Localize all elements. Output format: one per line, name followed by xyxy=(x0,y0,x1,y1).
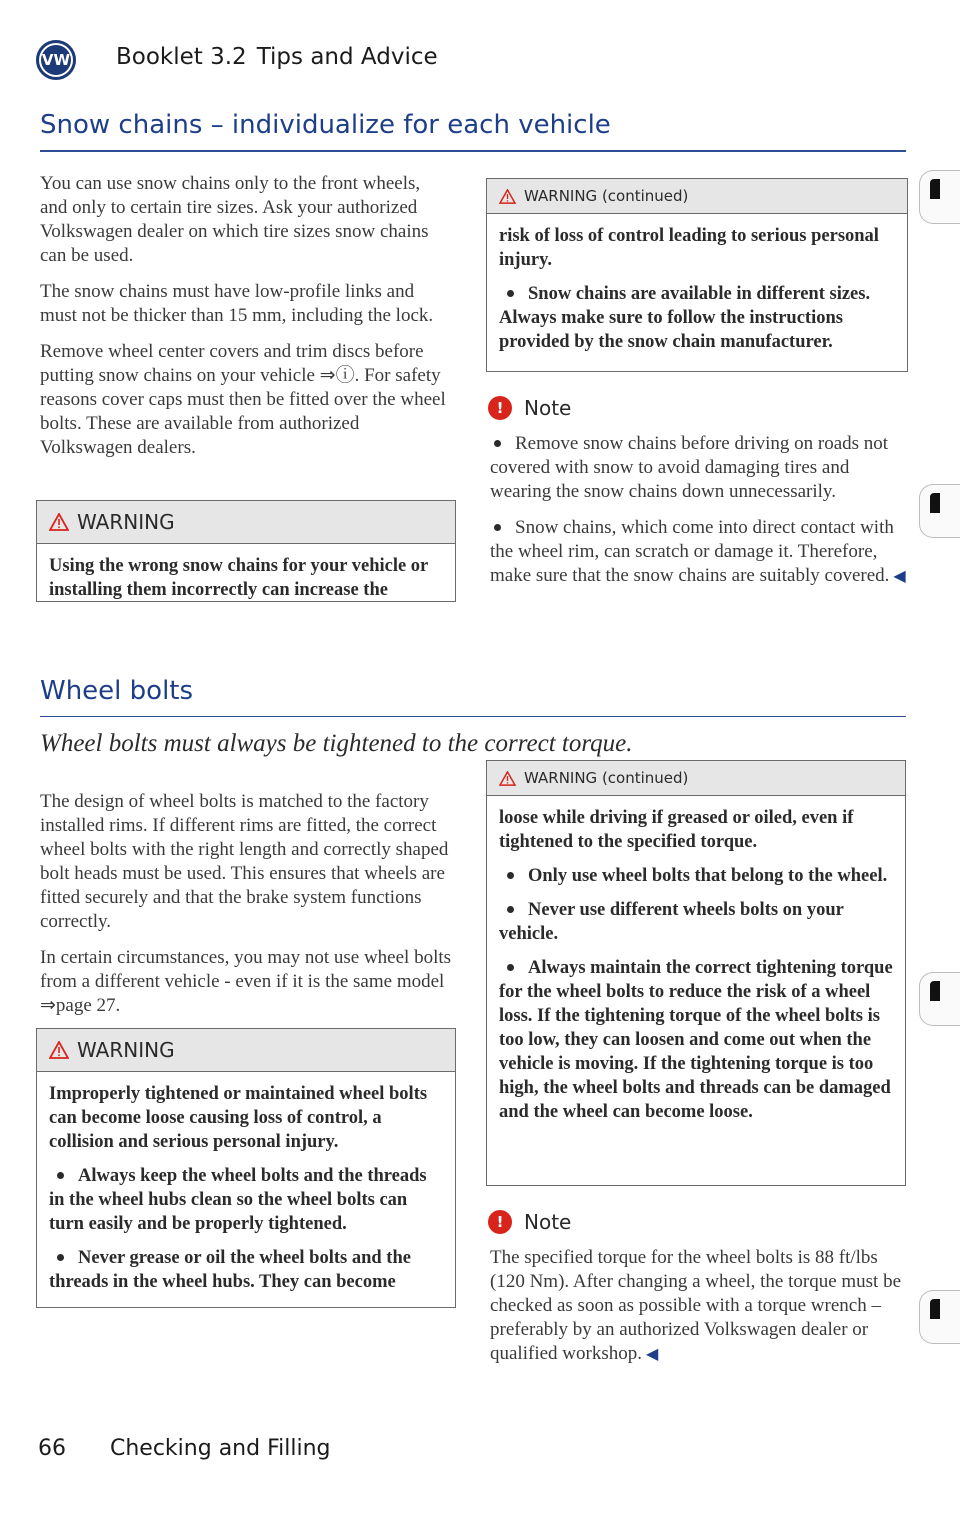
warning-header xyxy=(487,179,907,214)
vw-logo-icon: VW xyxy=(36,40,76,80)
wheel-bolts-title: Wheel bolts xyxy=(40,676,194,706)
section-rule xyxy=(40,716,906,717)
bullet-icon xyxy=(494,524,501,531)
bullet-icon xyxy=(507,872,514,879)
footer-section: Checking and Filling xyxy=(110,1436,331,1461)
margin-tab xyxy=(919,972,960,1026)
wheel-bolts-lead: Wheel bolts must always be tightened to the correct torque. xyxy=(40,730,633,757)
booklet-number: Booklet 3.2 xyxy=(116,44,247,70)
margin-tab xyxy=(919,1290,960,1344)
snow-note-header xyxy=(488,396,571,420)
warning-bullet xyxy=(49,1164,443,1236)
note-label: Note xyxy=(524,1210,572,1234)
warning-label: WARNING xyxy=(77,510,175,534)
warning-triangle-icon xyxy=(499,189,516,204)
snow-note-text xyxy=(490,432,906,601)
snow-warning-box xyxy=(36,500,456,602)
warning-bullet xyxy=(499,956,893,1124)
bullet-icon xyxy=(57,1172,64,1179)
warning-text: Improperly tightened or maintained wheel bolts can become loose causing loss of control, a collision and serious personal injury. xyxy=(49,1084,428,1152)
bullet-icon xyxy=(507,964,514,971)
booklet-header xyxy=(116,44,438,70)
warning-bullet-text: Never grease or oil the wheel bolts and the threads in the wheel hubs. They can become xyxy=(49,1248,411,1292)
warning-body xyxy=(487,796,905,1142)
bullet-icon xyxy=(507,290,514,297)
note-bullet-text: Remove snow chains before driving on roads not covered with snow to avoid damaging tires and wearing the snow chains down unnecessarily. xyxy=(490,433,889,502)
bullet-icon xyxy=(57,1254,64,1261)
bolts-warning-box xyxy=(36,1028,456,1308)
bolts-para-2: In certain circumstances, you may not use wheel bolts from a different vehicle - even if it is the same model ⇒page 27. xyxy=(40,947,452,1016)
snow-chains-title: Snow chains – individualize for each vehicle xyxy=(40,110,611,140)
chapter-title: Tips and Advice xyxy=(256,44,438,70)
page-number: 66 xyxy=(38,1436,66,1461)
warning-bullet-text: Only use wheel bolts that belong to the wheel. xyxy=(528,866,888,886)
warning-text: Using the wrong snow chains for your vehicle or installing them incorrectly can increase the xyxy=(49,556,428,600)
bolts-warning-continued-box xyxy=(486,760,906,1186)
section-rule xyxy=(40,150,906,152)
bolts-note-header xyxy=(488,1210,571,1234)
warning-triangle-icon xyxy=(499,771,516,786)
warning-bullet-text: Always keep the wheel bolts and the threads in the wheel hubs clean so the wheel bolts can turn easily and be properly tightened. xyxy=(49,1166,427,1234)
warning-bullet xyxy=(49,1246,443,1294)
info-icon: ! xyxy=(488,1210,512,1234)
snow-para-2: The snow chains must have low-profile links and must not be thicker than 15 mm, including the lock. xyxy=(40,281,434,326)
snow-chains-text xyxy=(40,172,452,472)
warning-label: WARNING xyxy=(77,1038,175,1062)
info-icon: ! xyxy=(488,396,512,420)
bullet-icon xyxy=(494,440,501,447)
warning-text: risk of loss of control leading to serious personal injury. xyxy=(499,226,879,270)
warning-bullet-text: Always maintain the correct tightening torque for the wheel bolts to reduce the risk of a wheel loss. If the tightening torque of the wheel bolts is too low, they can loosen and come out when the vehicle is moving. If the tightening torque is too high, the wheel bolts and threads can be damaged and the wheel can become loose. xyxy=(499,958,893,1122)
warning-body xyxy=(487,214,907,372)
note-bullet-text: Snow chains, which come into direct contact with the wheel rim, can scratch or damage it. Therefore, make sure that the snow chains are suitably covered. xyxy=(490,517,894,586)
warning-header xyxy=(37,1029,455,1072)
warning-header xyxy=(37,501,455,544)
wheel-bolts-text xyxy=(40,790,452,1030)
warning-triangle-icon xyxy=(49,513,69,531)
warning-bullet xyxy=(499,282,895,354)
warning-text: loose while driving if greased or oiled, even if tightened to the specified torque. xyxy=(499,808,854,852)
warning-bullet-text: Snow chains are available in different sizes. Always make sure to follow the instructions provided by the snow chain manufacturer. xyxy=(499,284,871,352)
margin-tab xyxy=(919,170,960,224)
margin-tab xyxy=(919,484,960,538)
warning-bullet xyxy=(499,898,893,946)
bolts-para-1: The design of wheel bolts is matched to the factory installed rims. If different rims are fitted, the correct wheel bolts with the right length and correctly shaped bolt heads must be used. This ensures that wheels are fitted securely and that the brake system functions correctly. xyxy=(40,791,449,932)
bullet-icon xyxy=(507,906,514,913)
warning-body xyxy=(37,544,455,620)
note-bullet xyxy=(490,432,906,504)
snow-para-1: You can use snow chains only to the front wheels, and only to certain tire sizes. Ask your authorized Volkswagen dealer on which tire sizes snow chains can be used. xyxy=(40,173,429,266)
note-paragraph-text: The specified torque for the wheel bolts is 88 ft/lbs (120 Nm). After changing a wheel, the torque must be checked as soon as possible with a torque wrench – preferably by an authorized Volkswagen dealer or qualified workshop. xyxy=(490,1247,902,1364)
note-bullet xyxy=(490,516,906,589)
warning-body xyxy=(37,1072,455,1312)
warning-bullet-text: Never use different wheels bolts on your vehicle. xyxy=(499,900,844,944)
end-of-section-icon: ◀ xyxy=(645,1346,659,1363)
warning-header xyxy=(487,761,905,796)
warning-triangle-icon xyxy=(49,1041,69,1059)
snow-para-3: Remove wheel center covers and trim discs before putting snow chains on your vehicle ⇒ⓘ. For safety reasons cover caps must then be fitted over the wheel bolts. These are available from authorized Volkswagen dealers. xyxy=(40,341,446,458)
note-paragraph xyxy=(490,1246,906,1367)
end-of-section-icon: ◀ xyxy=(893,568,906,585)
warning-label: WARNING (continued) xyxy=(524,769,689,787)
note-label: Note xyxy=(524,396,572,420)
warning-label: WARNING (continued) xyxy=(524,187,689,205)
warning-bullet xyxy=(499,864,893,888)
bolts-note-text xyxy=(490,1246,906,1379)
snow-warning-continued-box xyxy=(486,178,908,372)
